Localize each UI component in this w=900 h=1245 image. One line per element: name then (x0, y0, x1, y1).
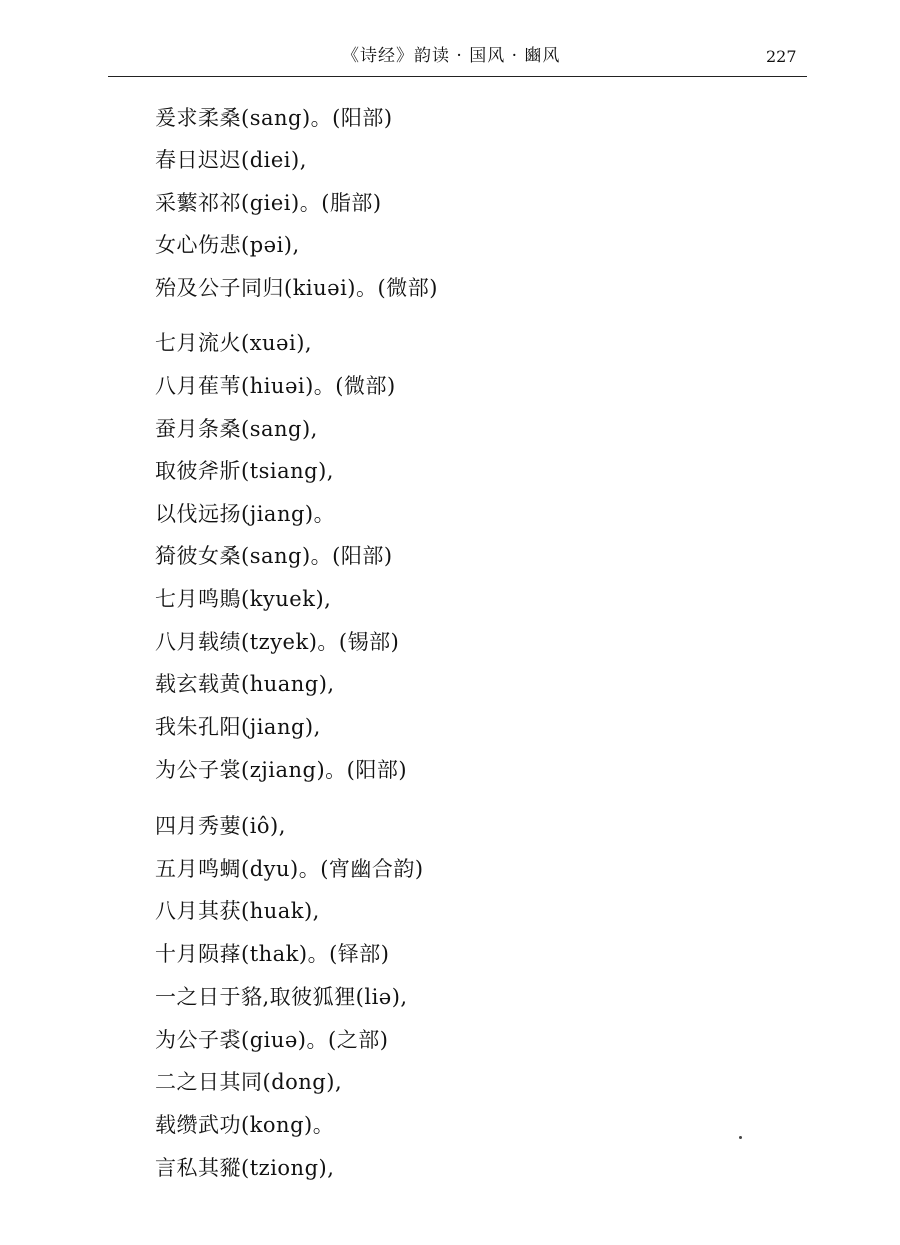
poem-line: 载玄载黄(huang), (155, 672, 335, 696)
poem-line: 殆及公子同归(kiuəi)。(微部) (155, 276, 438, 300)
poem-line: 女心伤悲(pəi), (155, 233, 300, 257)
poem-line: 为公子裘(giuə)。(之部) (155, 1028, 389, 1052)
poem-line: 五月鸣蜩(dyu)。(宵幽合韵) (155, 857, 424, 881)
poem-line: 我朱孔阳(jiang), (155, 715, 321, 739)
poem-line: 言私其豵(tziong), (155, 1156, 335, 1180)
poem-line: 爰求柔桑(sang)。(阳部) (155, 106, 393, 130)
poem-line: 八月载绩(tzyek)。(锡部) (155, 630, 400, 654)
poem-line: 十月陨萚(thak)。(铎部) (155, 942, 390, 966)
poem-line: 以伐远扬(jiang)。 (155, 502, 336, 526)
poem-line: 春日迟迟(diei), (155, 148, 307, 172)
running-header-title: 《诗经》韵读 · 国风 · 豳风 (342, 46, 561, 66)
header-rule (108, 76, 807, 77)
poem-line: 四月秀葽(iô), (155, 814, 286, 838)
poem-line: 七月流火(xuəi), (155, 331, 313, 355)
poem-line: 七月鸣鵙(kyuek), (155, 587, 332, 611)
poem-line: 一之日于貉,取彼狐狸(liə), (155, 985, 408, 1009)
poem-line: 八月萑苇(hiuəi)。(微部) (155, 374, 396, 398)
poem-line: 八月其获(huak), (155, 899, 320, 923)
poem-line: 猗彼女桑(sang)。(阳部) (155, 544, 393, 568)
scan-speck (739, 1136, 742, 1139)
poem-line: 采蘩祁祁(giei)。(脂部) (155, 191, 382, 215)
poem-line: 载缵武功(kong)。 (155, 1113, 335, 1137)
page-number: 227 (766, 47, 797, 66)
poem-line: 蚕月条桑(sang), (155, 417, 318, 441)
poem-line: 取彼斧斨(tsiang), (155, 459, 334, 483)
poem-line: 为公子裳(zjiang)。(阳部) (155, 758, 408, 782)
poem-line: 二之日其同(dong), (155, 1070, 343, 1094)
running-header (0, 0, 900, 80)
